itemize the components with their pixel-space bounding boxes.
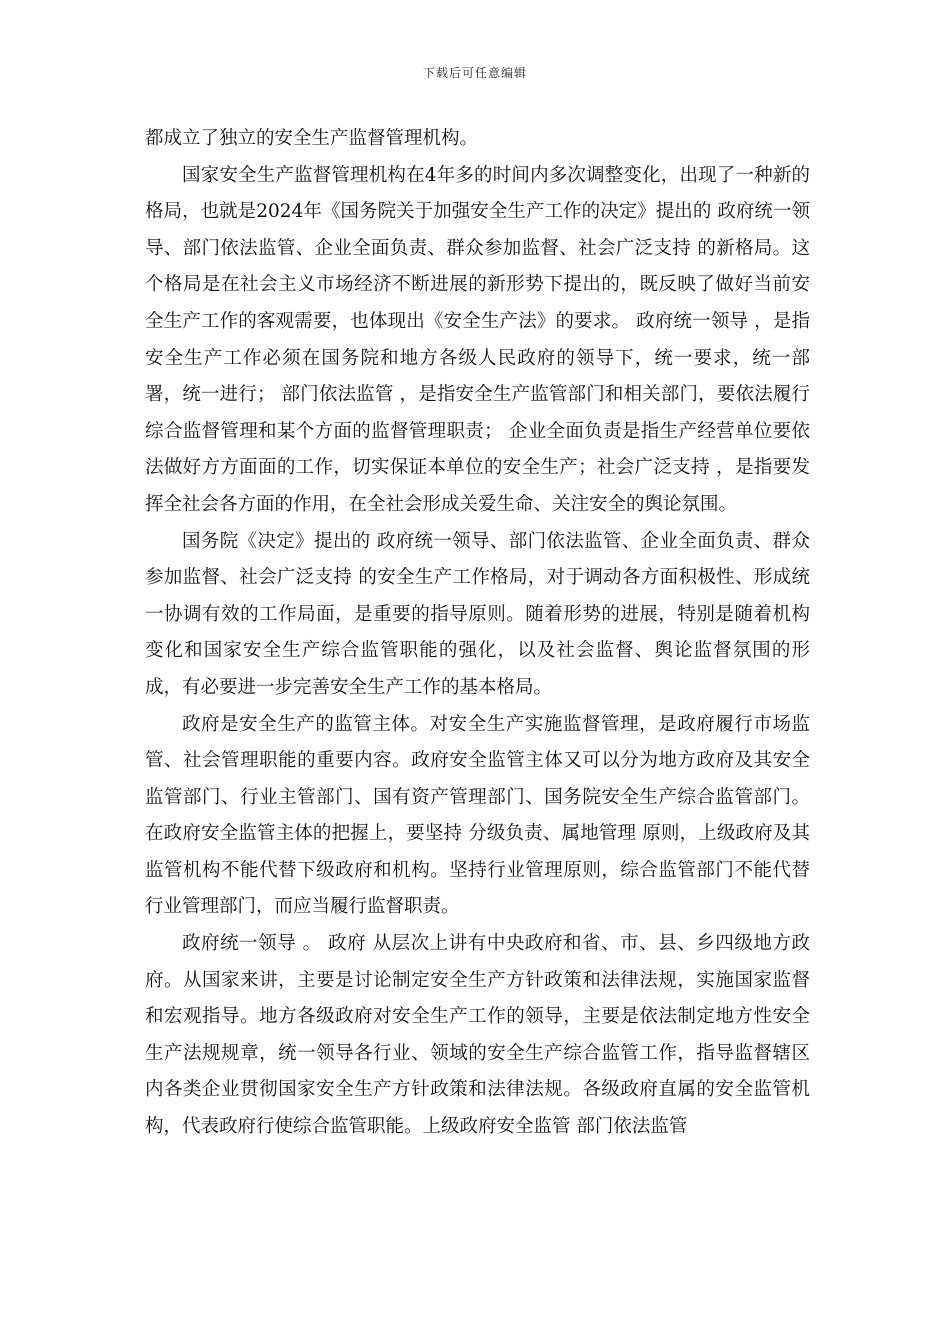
- paragraph-continuation: 都成立了独立的安全生产监督管理机构。: [145, 128, 479, 149]
- document-body: [145, 121, 810, 1146]
- paragraph-safety-pattern: 国家安全生产监督管理机构在4年多的时间内多次调整变化，出现了一种新的格局，也就是2024年《国务院关于加强安全生产工作的决定》提出的 政府统一领导、部门依法监管、企业全面负责、群众参加监督、社会广泛支持 的新格局。这个格局是在社会主义市场经济不断进展的新形势下提出的，既反映了做好当前安全生产工作的客观需要，也体现出《安全生产法》的要求。 政府统一领导 ，是指安全生产工作必须在国务院和地方各级人民政府的领导下，统一要求，统一部署，统一进行； 部门依法监管 ，是指安全生产监管部门和相关部门，要依法履行综合监督管理和某个方面的监督管理职责； 企业全面负责是指生产经营单位要依法做好方方面面的工作，切实保证本单位的安全生产；社会广泛支持 ，是指要发挥全社会各方面的作用，在全社会形成关爱生命、关注安全的舆论氛围。: [145, 164, 810, 515]
- page-header: 下载后可任意编辑: [422, 66, 527, 80]
- paragraph-government-regulator: 政府是安全生产的监管主体。对安全生产实施监督管理，是政府履行市场监管、社会管理职能的重要内容。政府安全监管主体又可以分为地方政府及其安全监管部门、行业主管部门、国有资产管理部门、国务院安全生产综合监管部门。在政府安全监管主体的把握上，要坚持 分级负责、属地管理 原则，上级政府及其监管机构不能代替下级政府和机构。坚持行业管理原则，综合监管部门不能代替行业管理部门，而应当履行监督职责。: [145, 713, 810, 918]
- paragraph-state-council-decision: 国务院《决定》提出的 政府统一领导、部门依法监管、企业全面负责、群众参加监督、社会广泛支持 的安全生产工作格局，对于调动各方面积极性、形成统一协调有效的工作局面，是重要的指导原则。随着形势的进展，特别是随着机构变化和国家安全生产综合监管职能的强化，以及社会监督、舆论监督氛围的形成，有必要进一步完善安全生产工作的基本格局。: [145, 530, 810, 698]
- paragraph-government-leadership: 政府统一领导 。 政府 从层次上讲有中央政府和省、市、县、乡四级地方政府。从国家来讲，主要是讨论制定安全生产方针政策和法律法规，实施国家监督和宏观指导。地方各级政府对安全生产工作的领导，主要是依法制定地方性安全生产法规规章，统一领导各行业、领域的安全生产综合监管工作，指导监督辖区内各类企业贯彻国家安全生产方针政策和法律法规。各级政府直属的安全监管机构，代表政府行使综合监管职能。上级政府安全监管 部门依法监管: [145, 933, 810, 1138]
